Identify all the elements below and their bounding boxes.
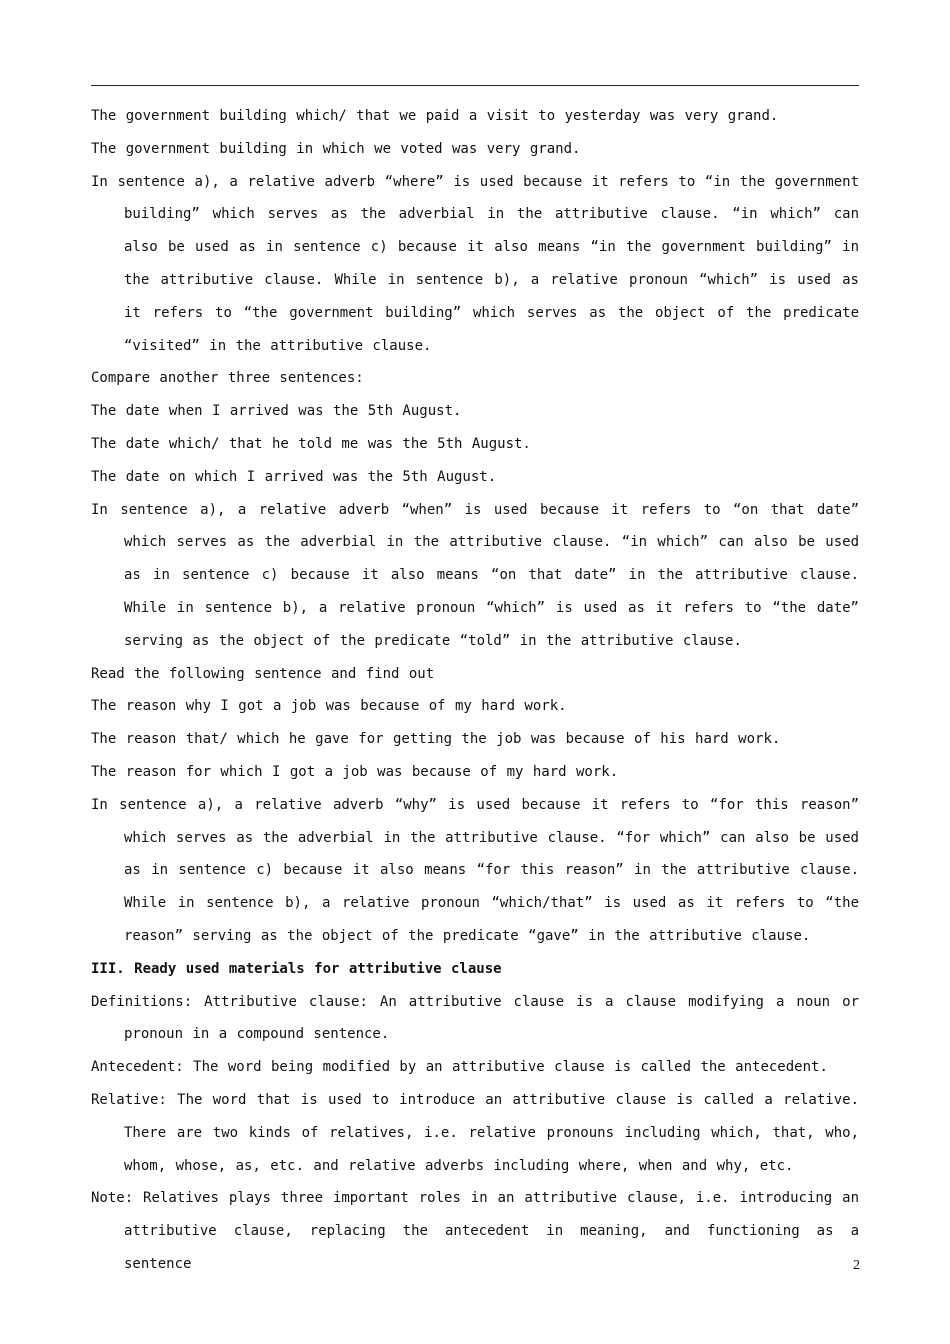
- example-sentence: The date when I arrived was the 5th August.: [91, 403, 462, 420]
- explanation-paragraph: In sentence a), a relative adverb “why” is used because it refers to “for this reason” which serves as the adverbial in the attributive clause. “for which” can also be used as in sentence c) because it also means “for this reason” in the attributive clause. While in sentence b), a relative pronoun “which/that” is used as it refers to “the reason” serving as the object of the predicate “gave” in the attributive clause.: [91, 796, 859, 944]
- document-body: [91, 100, 859, 1281]
- example-sentence: The government building which/ that we paid a visit to yesterday was very grand.: [91, 108, 779, 124]
- example-sentence: The date which/ that he told me was the 5th August.: [91, 435, 531, 452]
- definition-paragraph: Antecedent: The word being modified by an attributive clause is called the antecedent.: [91, 1059, 828, 1076]
- example-sentence: The government building in which we voted was very grand.: [91, 140, 581, 157]
- instruction-line: Read the following sentence and find out: [91, 665, 435, 682]
- explanation-paragraph: In sentence a), a relative adverb “when” is used because it refers to “on that date” which serves as the adverbial in the attributive clause. “in which” can also be used as in sentence c) because it also means “on that date” in the attributive clause. While in sentence b), a relative pronoun “which” is used as it refers to “the date” serving as the object of the predicate “told” in the attributive clause.: [91, 501, 859, 649]
- example-sentence: The date on which I arrived was the 5th August.: [91, 468, 497, 485]
- explanation-paragraph: In sentence a), a relative adverb “where” is used because it refers to “in the government building” which serves as the adverbial in the attributive clause. “in which” can also be used as in sentence c) because it also means “in the government building” in the attributive clause. While in sentence b), a relative pronoun “which” is used as it refers to “the government building” which serves as the object of the predicate “visited” in the attributive clause.: [91, 173, 859, 354]
- note-paragraph: Note: Relatives plays three important roles in an attributive clause, i.e. introducing an attributive clause, replacing the antecedent in meaning, and functioning as a sentence: [91, 1190, 859, 1272]
- definition-paragraph: Definitions: Attributive clause: An attributive clause is a clause modifying a noun or pronoun in a compound sentence.: [91, 993, 859, 1043]
- section-heading: III. Ready used materials for attributive clause: [91, 960, 502, 977]
- example-sentence: The reason why I got a job was because of my hard work.: [91, 698, 567, 715]
- page-number: 2: [853, 1258, 860, 1273]
- instruction-line: Compare another three sentences:: [91, 370, 364, 387]
- example-sentence: The reason for which I got a job was because of my hard work.: [91, 763, 619, 780]
- definition-paragraph: Relative: The word that is used to introduce an attributive clause is called a relative. There are two kinds of relatives, i.e. relative pronouns including which, that, who, whom, whose, as, etc. and relative adverbs including where, when and why, etc.: [91, 1091, 859, 1174]
- header-rule: [91, 85, 859, 86]
- example-sentence: The reason that/ which he gave for getting the job was because of his hard work.: [91, 731, 781, 748]
